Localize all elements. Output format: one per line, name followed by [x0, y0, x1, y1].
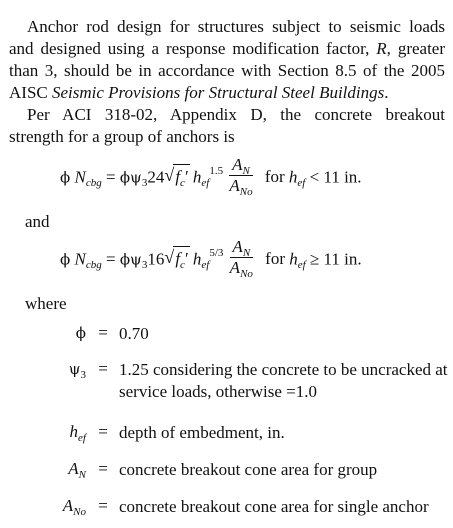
- definition-an: [0, 457, 453, 481]
- definition-symbol: [0, 359, 86, 379]
- area-ratio: [229, 155, 252, 196]
- subscript: cbg: [85, 259, 102, 272]
- subscript: 3: [141, 177, 148, 190]
- text-line: 1.25 considering the concrete to be uncracked at: [119, 360, 448, 379]
- radical-bar: [173, 164, 189, 165]
- psi-symbol: ψ: [68, 360, 81, 378]
- equals-sign: =: [98, 459, 108, 478]
- condition-text: for: [265, 249, 290, 269]
- symbol-R: R: [376, 39, 387, 58]
- text-span: , greater: [386, 39, 445, 58]
- symbol-N: N: [74, 249, 86, 269]
- equals-sign: =: [101, 167, 120, 187]
- and-label: and: [25, 212, 50, 231]
- radical-sign-icon: √: [164, 165, 175, 186]
- definition-symbol: [0, 459, 86, 479]
- equals-sign: =: [98, 422, 108, 441]
- symbol-h: h: [289, 249, 298, 269]
- symbol-h: h: [192, 167, 202, 187]
- symbol-A: A: [229, 176, 240, 195]
- radical-sign-icon: √: [164, 247, 175, 268]
- square-root: [164, 245, 188, 273]
- numerator: [230, 237, 253, 258]
- prime: ′: [184, 249, 189, 269]
- definition-psi3: [0, 357, 453, 405]
- subscript: ef: [201, 177, 210, 190]
- text-line: Anchor rod design for structures subject to seismic loads: [27, 17, 445, 36]
- symbol-h: h: [69, 422, 79, 441]
- subscript: cbg: [85, 177, 102, 190]
- symbol-A: A: [232, 237, 243, 256]
- equation-1: [60, 155, 362, 208]
- text-line: [9, 38, 445, 60]
- exponent: 5/3: [209, 247, 224, 260]
- definition-text: [119, 359, 449, 403]
- symbol-A: A: [229, 258, 241, 277]
- text-line: [9, 82, 445, 104]
- area-ratio: [230, 237, 253, 278]
- definition-text: 0.70: [119, 324, 149, 343]
- phi-psi-symbol: ϕψ: [119, 168, 142, 187]
- denominator: [229, 176, 252, 196]
- definition-hef: [0, 420, 453, 444]
- numerator: [229, 155, 252, 176]
- subscript: No: [240, 268, 253, 280]
- text-span: .: [384, 83, 389, 102]
- phi-symbol: ϕ: [60, 250, 71, 269]
- text-line: Per ACI 318-02, Appendix D, the concrete breakout: [27, 105, 445, 124]
- text-line: than 3, should be in accordance with Section 8.5 of the 2005: [9, 61, 445, 80]
- paragraph-seismic: [9, 16, 445, 104]
- denominator: [230, 258, 253, 278]
- symbol-N: N: [74, 167, 86, 187]
- coefficient: 16: [147, 249, 165, 269]
- subscript: 3: [80, 369, 86, 381]
- phi-psi-symbol: ϕψ: [119, 250, 142, 269]
- symbol-A: A: [232, 155, 243, 174]
- definition-text: depth of embedment, in.: [119, 423, 285, 442]
- equation-2: [60, 237, 362, 290]
- subscript: ef: [201, 259, 210, 272]
- subscript: c: [180, 259, 185, 272]
- less-than-sign: <: [305, 167, 324, 187]
- text-line: strength for a group of anchors is: [9, 127, 235, 146]
- equals-sign: =: [98, 323, 108, 342]
- equals-sign: =: [101, 249, 120, 269]
- subscript: No: [239, 186, 253, 198]
- symbol-A: A: [68, 459, 79, 478]
- definition-text: concrete breakout cone area for group: [119, 460, 378, 479]
- equals-sign: =: [98, 359, 108, 378]
- definition-text: concrete breakout cone area for single anchor: [119, 497, 429, 516]
- condition-value: 11 in.: [323, 167, 362, 187]
- phi-symbol: ϕ: [75, 324, 86, 342]
- subscript: N: [242, 247, 251, 259]
- symbol-f: f: [175, 167, 181, 187]
- symbol-h: h: [288, 167, 298, 187]
- definition-phi: [0, 318, 453, 342]
- text-span: and designed using a response modification factor,: [9, 39, 370, 58]
- symbol-A: A: [62, 496, 74, 515]
- phi-symbol: ϕ: [60, 168, 71, 187]
- exponent: 1.5: [209, 165, 224, 178]
- radical-bar: [173, 246, 189, 247]
- square-root: [164, 163, 188, 191]
- definition-symbol: [0, 422, 86, 442]
- subscript: ef: [297, 259, 306, 272]
- condition-value: 11 in.: [323, 249, 362, 269]
- subscript: N: [78, 469, 86, 481]
- definition-symbol: [0, 323, 86, 343]
- subscript: 3: [141, 259, 148, 272]
- publication-title: Seismic Provisions for Structural Steel Buildings: [51, 83, 385, 102]
- equals-sign: =: [98, 496, 108, 515]
- subscript: c: [180, 177, 185, 190]
- subscript: ef: [297, 177, 306, 190]
- greater-equal-sign: ≥: [305, 249, 324, 269]
- subscript: No: [73, 506, 86, 518]
- definition-ano: [0, 494, 453, 518]
- coefficient: 24: [147, 167, 165, 187]
- condition-text: for: [264, 167, 289, 187]
- paragraph-aci: [9, 104, 445, 148]
- subscript: N: [242, 165, 250, 177]
- definition-symbol: [0, 496, 86, 516]
- text-span: AISC: [9, 83, 52, 102]
- subscript: ef: [78, 432, 86, 444]
- prime: ′: [184, 167, 189, 187]
- symbol-f: f: [175, 249, 181, 269]
- text-line: service loads, otherwise =1.0: [119, 382, 317, 401]
- where-label: where: [25, 294, 67, 313]
- symbol-h: h: [192, 249, 202, 269]
